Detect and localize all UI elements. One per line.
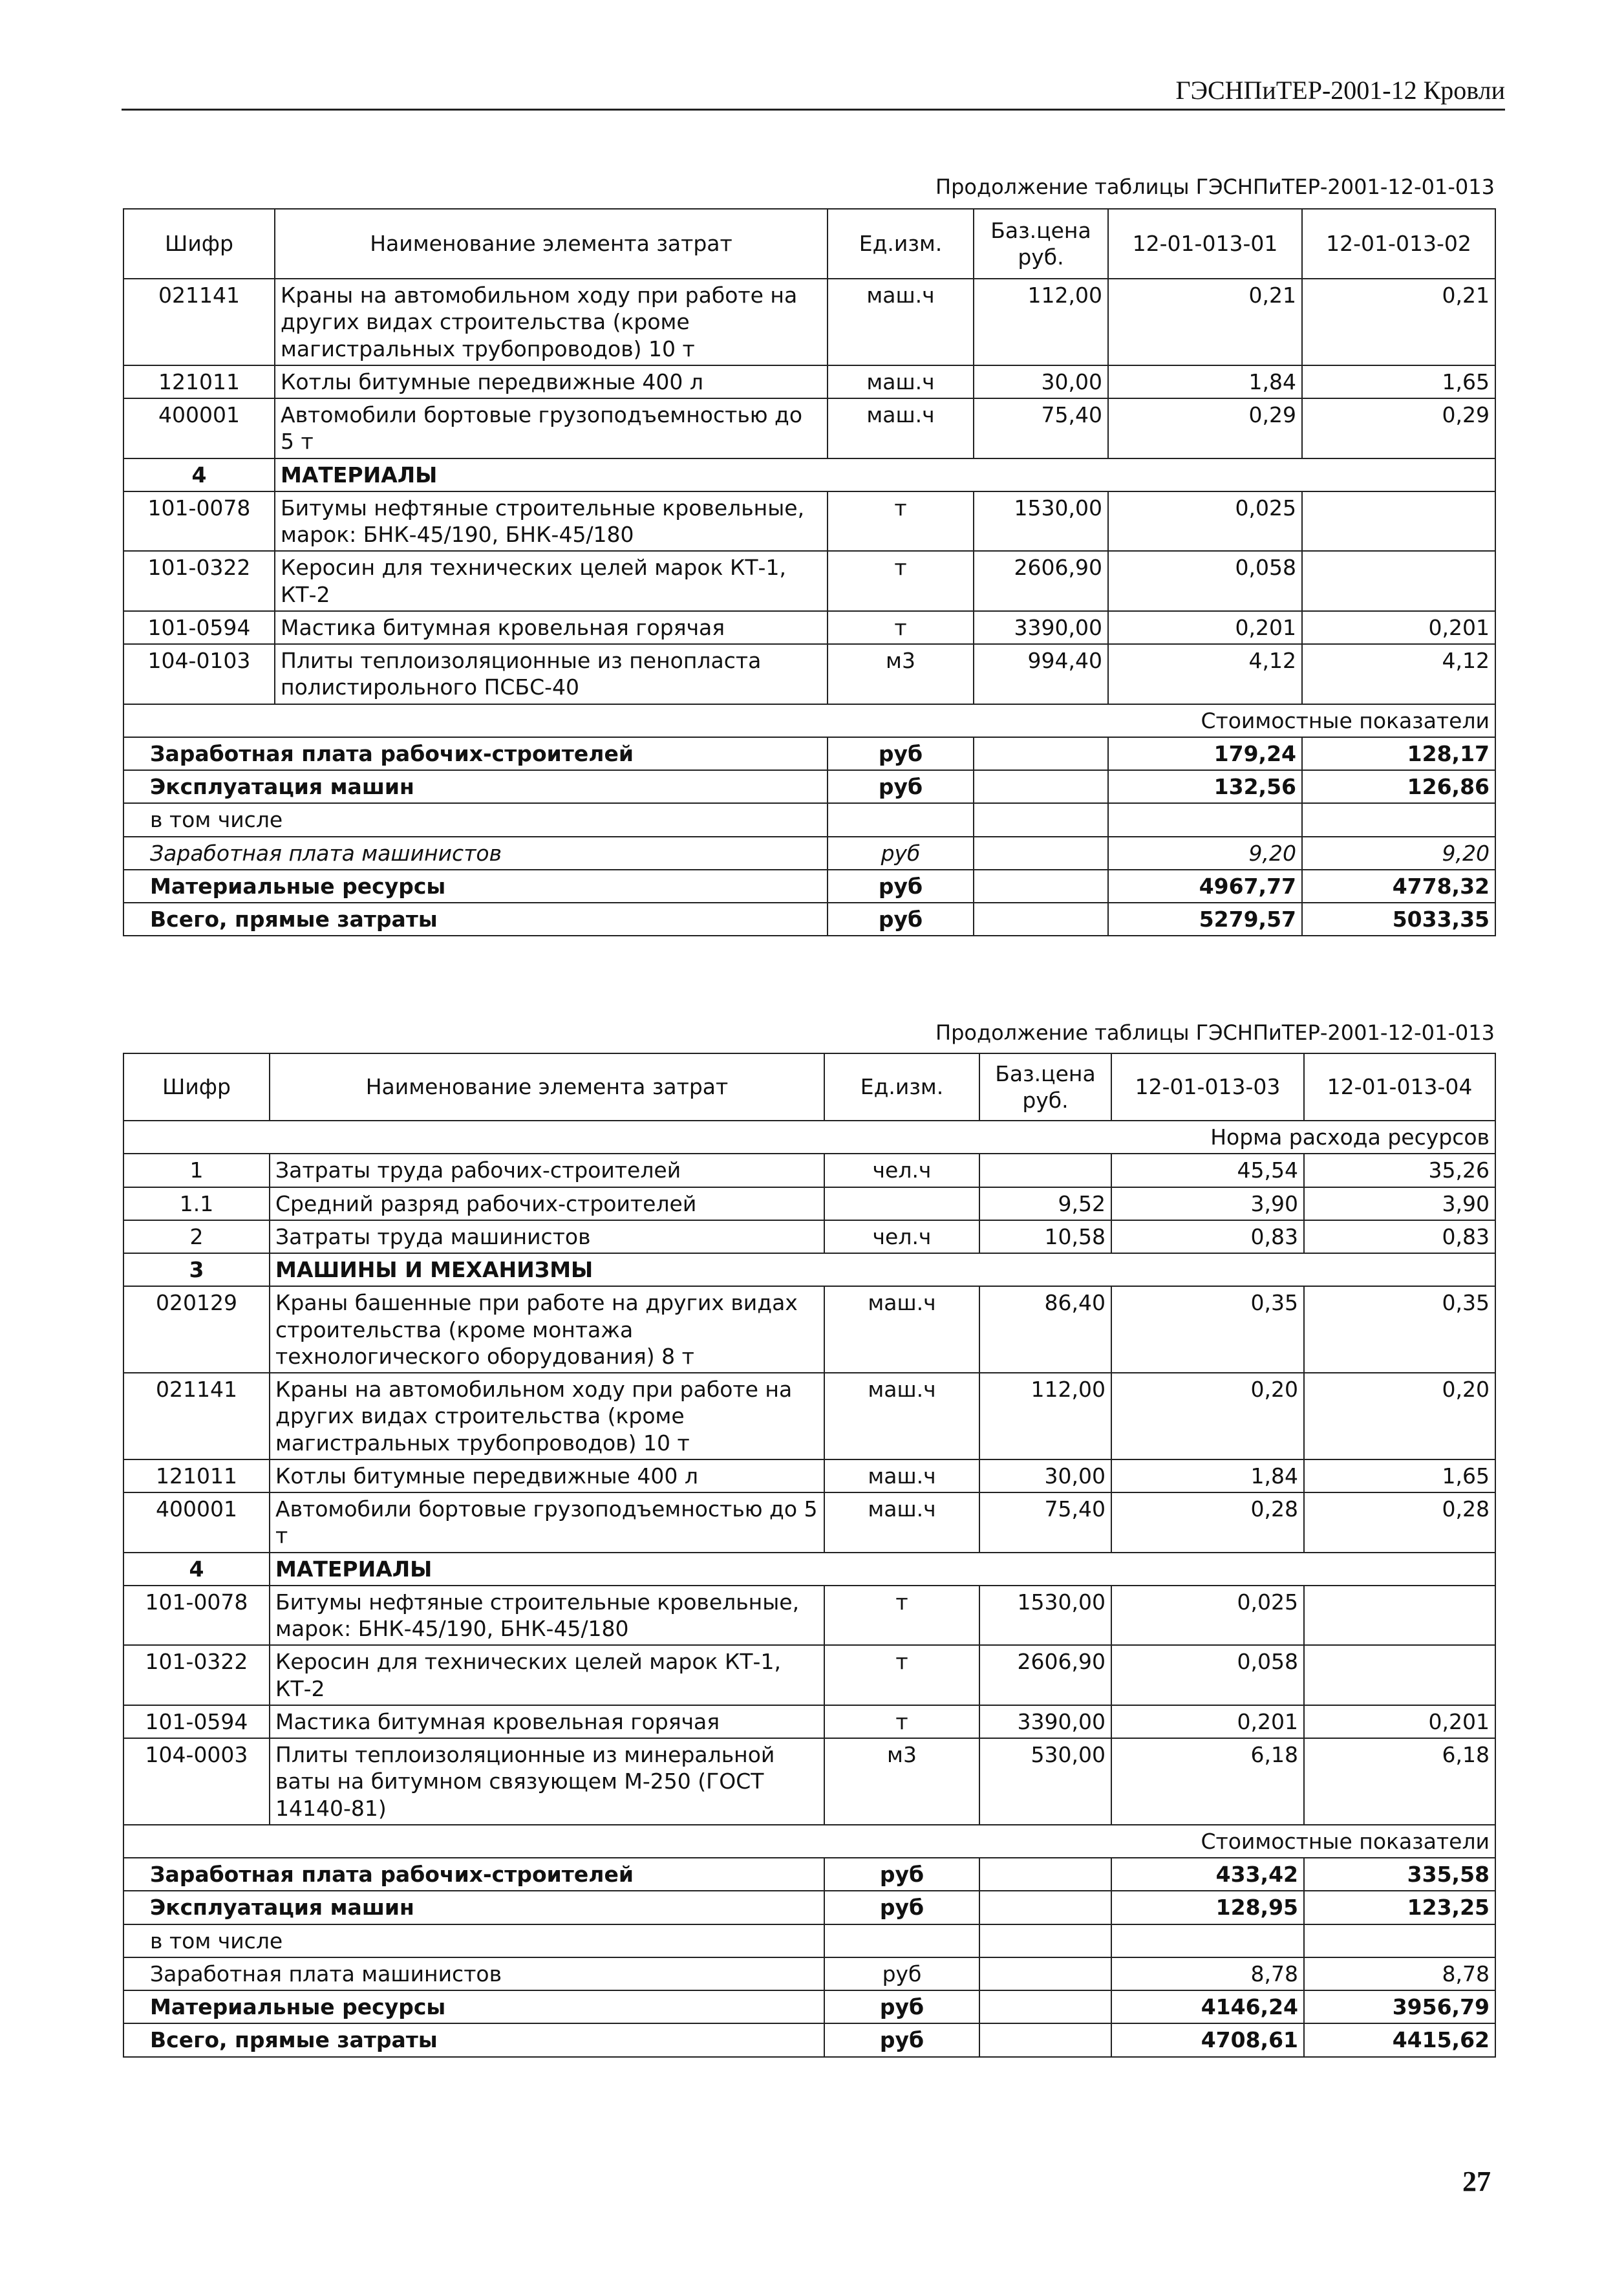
cell-unit: маш.ч bbox=[824, 1492, 979, 1553]
cell-unit: маш.ч bbox=[824, 1286, 979, 1373]
cost-row bbox=[123, 2023, 1495, 2056]
cost-row bbox=[123, 1891, 1495, 1924]
cost-value-1: 433,42 bbox=[1111, 1858, 1304, 1891]
cell-price: 530,00 bbox=[979, 1738, 1111, 1825]
cell-name: Затраты труда рабочих-строителей bbox=[270, 1154, 824, 1187]
cell-value-2 bbox=[1302, 491, 1495, 552]
cell-value-2: 0,20 bbox=[1304, 1373, 1495, 1459]
cost-empty-cell bbox=[974, 870, 1108, 903]
col-header-price: Баз.цена руб. bbox=[974, 209, 1108, 279]
cost-empty-cell bbox=[974, 770, 1108, 803]
cost-header-row-text: Стоимостные показатели bbox=[123, 704, 1495, 737]
cell-name: Битумы нефтяные строительные кровельные, марок: БНК-45/190, БНК-45/180 bbox=[270, 1586, 824, 1646]
cell-value-2 bbox=[1304, 1645, 1495, 1705]
norm-header-row bbox=[123, 1121, 1495, 1154]
cell-name: Плиты теплоизоляционные из пенопласта полистирольного ПСБС-40 bbox=[275, 644, 828, 704]
cell-price: 1530,00 bbox=[974, 491, 1108, 552]
labor-row bbox=[123, 1154, 1495, 1187]
table-2 bbox=[123, 1053, 1496, 2058]
section-code: 4 bbox=[123, 1553, 270, 1586]
cell-value-2: 0,35 bbox=[1304, 1286, 1495, 1373]
cell-name: Котлы битумные передвижные 400 л bbox=[275, 365, 828, 398]
cost-empty-cell bbox=[979, 1957, 1111, 1990]
cell-value-2: 1,65 bbox=[1304, 1459, 1495, 1492]
cell-name: Мастика битумная кровельная горячая bbox=[270, 1705, 824, 1738]
cell-price bbox=[979, 1154, 1111, 1187]
material-row bbox=[123, 611, 1495, 644]
cell-name: Битумы нефтяные строительные кровельные, марок: БНК-45/190, БНК-45/180 bbox=[275, 491, 828, 552]
running-header-title: ГЭСНПиТЕР-2001-12 Кровли bbox=[1175, 76, 1505, 105]
material-row bbox=[123, 644, 1495, 704]
section-code: 4 bbox=[123, 458, 275, 491]
cost-row bbox=[123, 1990, 1495, 2023]
cell-unit: т bbox=[828, 491, 974, 552]
cell-value-1: 0,025 bbox=[1108, 491, 1302, 552]
cell-code: 121011 bbox=[123, 365, 275, 398]
cell-value-1: 0,025 bbox=[1111, 1586, 1304, 1646]
cost-value-2: 4415,62 bbox=[1304, 2023, 1495, 2056]
cell-code: 101-0594 bbox=[123, 1705, 270, 1738]
section-title: МАТЕРИАЛЫ bbox=[270, 1553, 1495, 1586]
cell-code: 104-0103 bbox=[123, 644, 275, 704]
cost-unit: руб bbox=[828, 770, 974, 803]
cost-value-1 bbox=[1111, 1924, 1304, 1957]
col-header-v1: 12-01-013-03 bbox=[1111, 1053, 1304, 1121]
col-header-v2: 12-01-013-04 bbox=[1304, 1053, 1495, 1121]
cell-name: Керосин для технических целей марок КТ-1, КТ-2 bbox=[275, 551, 828, 611]
cost-value-2: 3956,79 bbox=[1304, 1990, 1495, 2023]
cell-unit bbox=[824, 1187, 979, 1220]
cell-unit: маш.ч bbox=[824, 1459, 979, 1492]
machine-row bbox=[123, 1459, 1495, 1492]
cell-value-2 bbox=[1302, 551, 1495, 611]
cost-empty-cell bbox=[979, 1891, 1111, 1924]
cost-name: Материальные ресурсы bbox=[123, 870, 828, 903]
cost-value-2: 4778,32 bbox=[1302, 870, 1495, 903]
cell-value-2 bbox=[1304, 1586, 1495, 1646]
cost-value-1: 4967,77 bbox=[1108, 870, 1302, 903]
table-1 bbox=[123, 208, 1496, 936]
cell-code: 1 bbox=[123, 1154, 270, 1187]
labor-row bbox=[123, 1187, 1495, 1220]
cell-price: 86,40 bbox=[979, 1286, 1111, 1373]
cell-value-1: 1,84 bbox=[1108, 365, 1302, 398]
cell-name: Мастика битумная кровельная горячая bbox=[275, 611, 828, 644]
cell-price: 994,40 bbox=[974, 644, 1108, 704]
cell-name: Автомобили бортовые грузоподъемностью до 5 т bbox=[275, 398, 828, 458]
material-row bbox=[123, 1738, 1495, 1825]
cell-code: 104-0003 bbox=[123, 1738, 270, 1825]
cost-value-2: 335,58 bbox=[1304, 1858, 1495, 1891]
cell-unit: маш.ч bbox=[828, 398, 974, 458]
col-header-price: Баз.цена руб. bbox=[979, 1053, 1111, 1121]
material-row bbox=[123, 551, 1495, 611]
cell-price: 30,00 bbox=[974, 365, 1108, 398]
cell-price: 112,00 bbox=[974, 279, 1108, 365]
cost-row bbox=[123, 1924, 1495, 1957]
cell-value-1: 1,84 bbox=[1111, 1459, 1304, 1492]
cell-value-2: 0,83 bbox=[1304, 1220, 1495, 1253]
cost-empty-cell bbox=[974, 903, 1108, 936]
cell-unit: т bbox=[828, 611, 974, 644]
cell-value-1: 0,201 bbox=[1111, 1705, 1304, 1738]
cell-code: 121011 bbox=[123, 1459, 270, 1492]
cell-value-2: 4,12 bbox=[1302, 644, 1495, 704]
cell-name: Краны на автомобильном ходу при работе на других видах строительства (кроме магистральных трубопроводов) 10 т bbox=[275, 279, 828, 365]
cost-value-2: 9,20 bbox=[1302, 837, 1495, 870]
cost-value-2: 5033,35 bbox=[1302, 903, 1495, 936]
cost-empty-cell bbox=[974, 737, 1108, 770]
cell-value-2: 0,21 bbox=[1302, 279, 1495, 365]
col-header-code: Шифр bbox=[123, 1053, 270, 1121]
cost-value-2: 8,78 bbox=[1304, 1957, 1495, 1990]
cell-value-1: 6,18 bbox=[1111, 1738, 1304, 1825]
col-header-code: Шифр bbox=[123, 209, 275, 279]
col-header-v1: 12-01-013-01 bbox=[1108, 209, 1302, 279]
cell-price: 1530,00 bbox=[979, 1586, 1111, 1646]
cell-unit: маш.ч bbox=[824, 1373, 979, 1459]
cell-code: 1.1 bbox=[123, 1187, 270, 1220]
section-title: МАШИНЫ И МЕХАНИЗМЫ bbox=[270, 1253, 1495, 1286]
cell-value-1: 0,35 bbox=[1111, 1286, 1304, 1373]
cost-empty-cell bbox=[979, 1858, 1111, 1891]
col-header-unit: Ед.изм. bbox=[828, 209, 974, 279]
material-row bbox=[123, 491, 1495, 552]
materials-section-row bbox=[123, 1553, 1495, 1586]
cost-row bbox=[123, 1957, 1495, 1990]
col-header-name: Наименование элемента затрат bbox=[270, 1053, 824, 1121]
cell-value-2: 0,201 bbox=[1304, 1705, 1495, 1738]
cost-unit: руб bbox=[828, 903, 974, 936]
cost-name: в том числе bbox=[123, 803, 828, 836]
cell-price: 10,58 bbox=[979, 1220, 1111, 1253]
cost-header-row bbox=[123, 1825, 1495, 1858]
cell-code: 101-0594 bbox=[123, 611, 275, 644]
cell-name: Автомобили бортовые грузоподъемностью до 5 т bbox=[270, 1492, 824, 1553]
cost-unit bbox=[828, 803, 974, 836]
cost-value-2: 128,17 bbox=[1302, 737, 1495, 770]
page-number: 27 bbox=[1462, 2166, 1491, 2197]
cell-price: 2606,90 bbox=[974, 551, 1108, 611]
cost-value-2: 126,86 bbox=[1302, 770, 1495, 803]
cost-value-1 bbox=[1108, 803, 1302, 836]
machine-row bbox=[123, 1373, 1495, 1459]
cell-code: 101-0322 bbox=[123, 1645, 270, 1705]
cell-value-1: 0,201 bbox=[1108, 611, 1302, 644]
cost-row bbox=[123, 870, 1495, 903]
cell-value-1: 3,90 bbox=[1111, 1187, 1304, 1220]
cell-unit: чел.ч bbox=[824, 1220, 979, 1253]
machine-row bbox=[123, 1492, 1495, 1553]
cost-unit: руб bbox=[828, 870, 974, 903]
cell-unit: маш.ч bbox=[828, 365, 974, 398]
machine-row bbox=[123, 1286, 1495, 1373]
cell-code: 400001 bbox=[123, 398, 275, 458]
material-row bbox=[123, 1645, 1495, 1705]
cell-price: 30,00 bbox=[979, 1459, 1111, 1492]
cell-code: 400001 bbox=[123, 1492, 270, 1553]
col-header-unit: Ед.изм. bbox=[824, 1053, 979, 1121]
cell-name: Краны башенные при работе на других видах строительства (кроме монтажа технологического оборудования) 8 т bbox=[270, 1286, 824, 1373]
cell-value-2: 0,28 bbox=[1304, 1492, 1495, 1553]
cost-row bbox=[123, 770, 1495, 803]
cell-price: 3390,00 bbox=[974, 611, 1108, 644]
cost-value-2 bbox=[1302, 803, 1495, 836]
cost-unit bbox=[824, 1924, 979, 1957]
cost-header-row-text: Стоимостные показатели bbox=[123, 1825, 1495, 1858]
cost-value-1: 179,24 bbox=[1108, 737, 1302, 770]
cost-row bbox=[123, 737, 1495, 770]
machine-row bbox=[123, 365, 1495, 398]
cell-code: 101-0078 bbox=[123, 491, 275, 552]
cost-empty-cell bbox=[974, 837, 1108, 870]
cost-name: Всего, прямые затраты bbox=[123, 2023, 824, 2056]
cost-empty-cell bbox=[974, 803, 1108, 836]
cost-name: Заработная плата рабочих-строителей bbox=[123, 1858, 824, 1891]
section-code: 3 bbox=[123, 1253, 270, 1286]
table-1-caption: Продолжение таблицы ГЭСНПиТЕР-2001-12-01-013 bbox=[935, 175, 1495, 199]
cell-value-1: 45,54 bbox=[1111, 1154, 1304, 1187]
cell-value-1: 0,058 bbox=[1111, 1645, 1304, 1705]
cell-value-1: 0,058 bbox=[1108, 551, 1302, 611]
cost-row bbox=[123, 1858, 1495, 1891]
cost-name: Всего, прямые затраты bbox=[123, 903, 828, 936]
cell-code: 021141 bbox=[123, 1373, 270, 1459]
cell-code: 2 bbox=[123, 1220, 270, 1253]
cell-price: 9,52 bbox=[979, 1187, 1111, 1220]
cell-code: 021141 bbox=[123, 279, 275, 365]
cell-value-1: 0,29 bbox=[1108, 398, 1302, 458]
cell-price: 3390,00 bbox=[979, 1705, 1111, 1738]
cell-value-2: 0,201 bbox=[1302, 611, 1495, 644]
cost-unit: руб bbox=[824, 1957, 979, 1990]
cost-name: в том числе bbox=[123, 1924, 824, 1957]
cell-unit: чел.ч bbox=[824, 1154, 979, 1187]
cost-name: Эксплуатация машин bbox=[123, 1891, 824, 1924]
cost-name: Материальные ресурсы bbox=[123, 1990, 824, 2023]
cost-value-2: 123,25 bbox=[1304, 1891, 1495, 1924]
materials-section-row bbox=[123, 458, 1495, 491]
running-header bbox=[122, 70, 1505, 111]
cell-value-2: 0,29 bbox=[1302, 398, 1495, 458]
cell-value-1: 0,20 bbox=[1111, 1373, 1304, 1459]
cost-unit: руб bbox=[828, 837, 974, 870]
section-title: МАТЕРИАЛЫ bbox=[275, 458, 1495, 491]
cell-unit: т bbox=[828, 551, 974, 611]
cell-value-2: 35,26 bbox=[1304, 1154, 1495, 1187]
cell-code: 101-0322 bbox=[123, 551, 275, 611]
cell-price: 75,40 bbox=[979, 1492, 1111, 1553]
cell-value-2: 3,90 bbox=[1304, 1187, 1495, 1220]
cell-price: 112,00 bbox=[979, 1373, 1111, 1459]
cost-unit: руб bbox=[824, 2023, 979, 2056]
norm-header-row-text: Норма расхода ресурсов bbox=[123, 1121, 1495, 1154]
table-2-header-row bbox=[123, 1053, 1495, 1121]
col-header-name: Наименование элемента затрат bbox=[275, 209, 828, 279]
cell-value-2: 1,65 bbox=[1302, 365, 1495, 398]
labor-row bbox=[123, 1220, 1495, 1253]
cost-value-2 bbox=[1304, 1924, 1495, 1957]
cell-code: 020129 bbox=[123, 1286, 270, 1373]
cell-unit: т bbox=[824, 1705, 979, 1738]
cost-empty-cell bbox=[979, 1990, 1111, 2023]
cell-unit: т bbox=[824, 1645, 979, 1705]
cost-unit: руб bbox=[824, 1891, 979, 1924]
cost-name: Заработная плата рабочих-строителей bbox=[123, 737, 828, 770]
cell-code: 101-0078 bbox=[123, 1586, 270, 1646]
cell-value-1: 0,83 bbox=[1111, 1220, 1304, 1253]
col-header-v2: 12-01-013-02 bbox=[1302, 209, 1495, 279]
cost-unit: руб bbox=[828, 737, 974, 770]
cost-row bbox=[123, 903, 1495, 936]
cost-name: Заработная плата машинистов bbox=[123, 1957, 824, 1990]
table-2-caption: Продолжение таблицы ГЭСНПиТЕР-2001-12-01-013 bbox=[935, 1020, 1495, 1045]
machines-section-row bbox=[123, 1253, 1495, 1286]
machine-row bbox=[123, 398, 1495, 458]
cost-header-row bbox=[123, 704, 1495, 737]
cost-value-1: 4708,61 bbox=[1111, 2023, 1304, 2056]
machine-row bbox=[123, 279, 1495, 365]
cell-value-1: 0,28 bbox=[1111, 1492, 1304, 1553]
cost-value-1: 8,78 bbox=[1111, 1957, 1304, 1990]
material-row bbox=[123, 1705, 1495, 1738]
cost-unit: руб bbox=[824, 1858, 979, 1891]
cell-name: Котлы битумные передвижные 400 л bbox=[270, 1459, 824, 1492]
cell-unit: маш.ч bbox=[828, 279, 974, 365]
cell-unit: т bbox=[824, 1586, 979, 1646]
cell-unit: м3 bbox=[824, 1738, 979, 1825]
cost-empty-cell bbox=[979, 1924, 1111, 1957]
cost-name: Заработная плата машинистов bbox=[123, 837, 828, 870]
cell-price: 75,40 bbox=[974, 398, 1108, 458]
table-1-header-row bbox=[123, 209, 1495, 279]
cell-name: Плиты теплоизоляционные из минеральной ваты на битумном связующем М-250 (ГОСТ 14140-81) bbox=[270, 1738, 824, 1825]
cost-value-1: 132,56 bbox=[1108, 770, 1302, 803]
cost-row bbox=[123, 803, 1495, 836]
cost-empty-cell bbox=[979, 2023, 1111, 2056]
cost-value-1: 9,20 bbox=[1108, 837, 1302, 870]
cell-value-1: 4,12 bbox=[1108, 644, 1302, 704]
cell-price: 2606,90 bbox=[979, 1645, 1111, 1705]
material-row bbox=[123, 1586, 1495, 1646]
cost-name: Эксплуатация машин bbox=[123, 770, 828, 803]
cell-name: Средний разряд рабочих-строителей bbox=[270, 1187, 824, 1220]
cell-name: Краны на автомобильном ходу при работе на других видах строительства (кроме магистральных трубопроводов) 10 т bbox=[270, 1373, 824, 1459]
cell-name: Керосин для технических целей марок КТ-1, КТ-2 bbox=[270, 1645, 824, 1705]
cell-value-2: 6,18 bbox=[1304, 1738, 1495, 1825]
cost-row bbox=[123, 837, 1495, 870]
cost-value-1: 128,95 bbox=[1111, 1891, 1304, 1924]
cell-unit: м3 bbox=[828, 644, 974, 704]
cost-value-1: 4146,24 bbox=[1111, 1990, 1304, 2023]
cost-unit: руб bbox=[824, 1990, 979, 2023]
cost-value-1: 5279,57 bbox=[1108, 903, 1302, 936]
cell-name: Затраты труда машинистов bbox=[270, 1220, 824, 1253]
cell-value-1: 0,21 bbox=[1108, 279, 1302, 365]
